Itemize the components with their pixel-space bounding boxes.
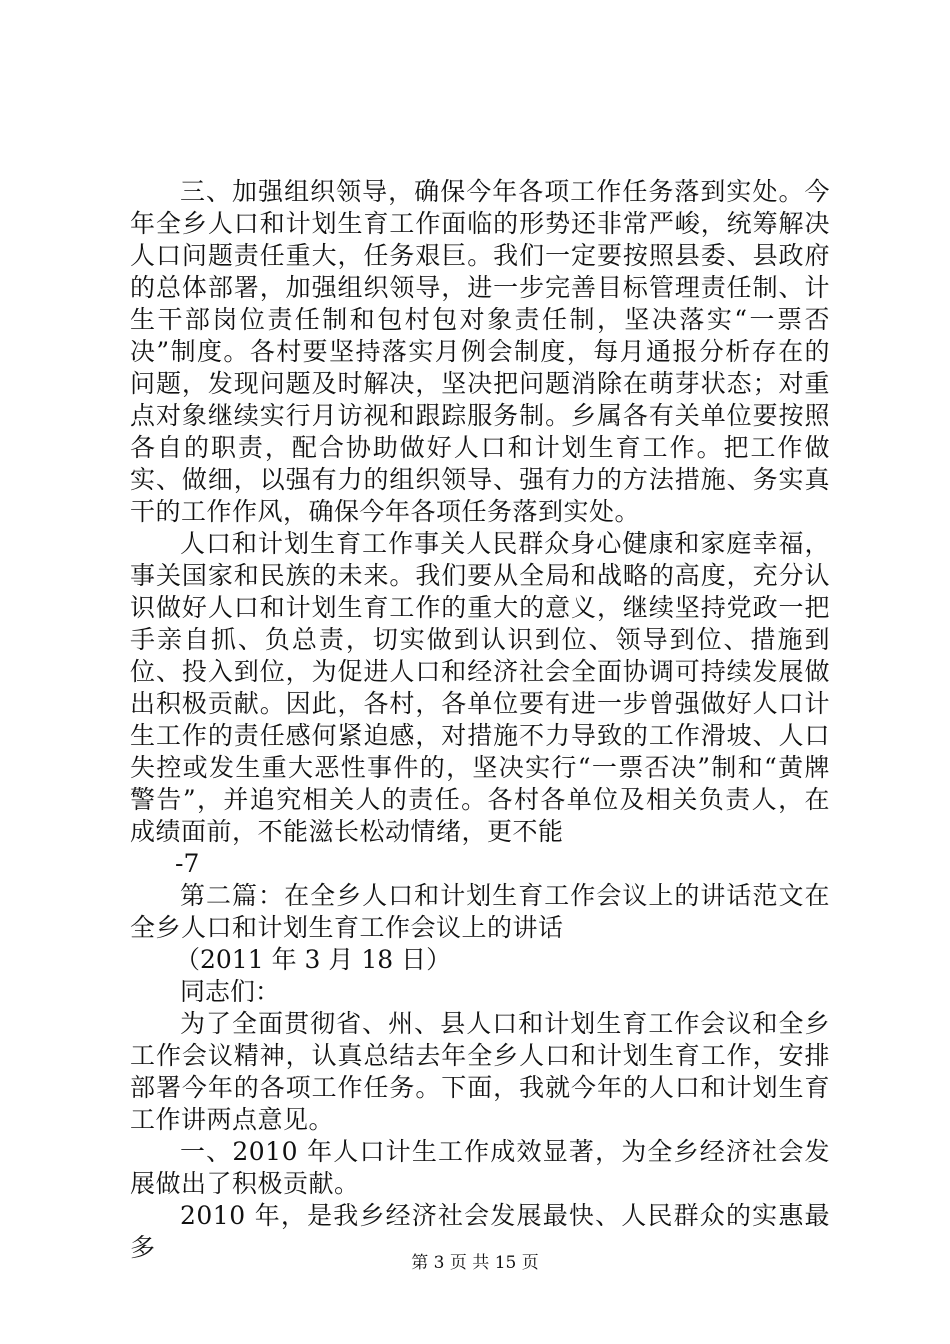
page-footer: 第 3 页 共 15 页 bbox=[411, 1253, 539, 1273]
second-article-title: 第二篇：在全乡人口和计划生育工作会议上的讲话范文在全乡人口和计划生育工作会议上的讲话 bbox=[130, 881, 830, 942]
paragraph-three-organization: 三、加强组织领导，确保今年各项工作任务落到实处。今年全乡人口和计划生育工作面临的形势还非常严峻，统筹解决人口问题责任重大，任务艰巨。我们一定要按照县委、县政府的总体部署，加强组织领导，进一步完善目标管理责任制、计生干部岗位责任制和包村包对象责任制，坚决落实“一票否决”制度。各村要坚持落实月例会制度，每月通报分析存在的问题，发现问题及时解决，坚决把问题消除在萌芽状态；对重点对象继续实行月访视和跟踪服务制。乡属各有关单位要按照各自的职责，配合协助做好人口和计划生育工作。把工作做实、做细，以强有力的组织领导、强有力的方法措施、务实真干的工作作风，确保今年各项任务落到实处。 bbox=[130, 177, 830, 526]
salutation: 同志们： bbox=[180, 977, 281, 1006]
section-one-heading: 一、2010 年人口计生工作成效显著，为全乡经济社会发展做出了积极贡献。 bbox=[130, 1137, 830, 1198]
paragraph-intro: 为了全面贯彻省、州、县人口和计划生育工作会议和全乡工作会议精神，认真总结去年全乡人口和计划生育工作，安排部署今年的各项工作任务。下面，我就今年的人口和计划生育工作讲两点意见。 bbox=[130, 1009, 830, 1134]
speech-date: （2011 年 3 月 18 日） bbox=[175, 945, 452, 974]
page-marker: -7 bbox=[175, 849, 200, 878]
document-body bbox=[130, 176, 830, 1264]
paragraph-population-importance: 人口和计划生育工作事关人民群众身心健康和家庭幸福，事关国家和民族的未来。我们要从全局和战略的高度，充分认识做好人口和计划生育工作的重大的意义，继续坚持党政一把手亲自抓、负总责，切实做到认识到位、领导到位、措施到位、投入到位，为促进人口和经济社会全面协调可持续发展做出积极贡献。因此，各村，各单位要有进一步曾强做好人口计生工作的责任感何紧迫感，对措施不力导致的工作滑坡、人口失控或发生重大恶性事件的，坚决实行“一票否决”制和“黄牌警告”，并追究相关人的责任。各村各单位及相关负责人，在成绩面前，不能滋长松动情绪，更不能 bbox=[130, 529, 830, 846]
paragraph-2010-summary: 2010 年，是我乡经济社会发展最快、人民群众的实惠最多 bbox=[130, 1201, 830, 1262]
